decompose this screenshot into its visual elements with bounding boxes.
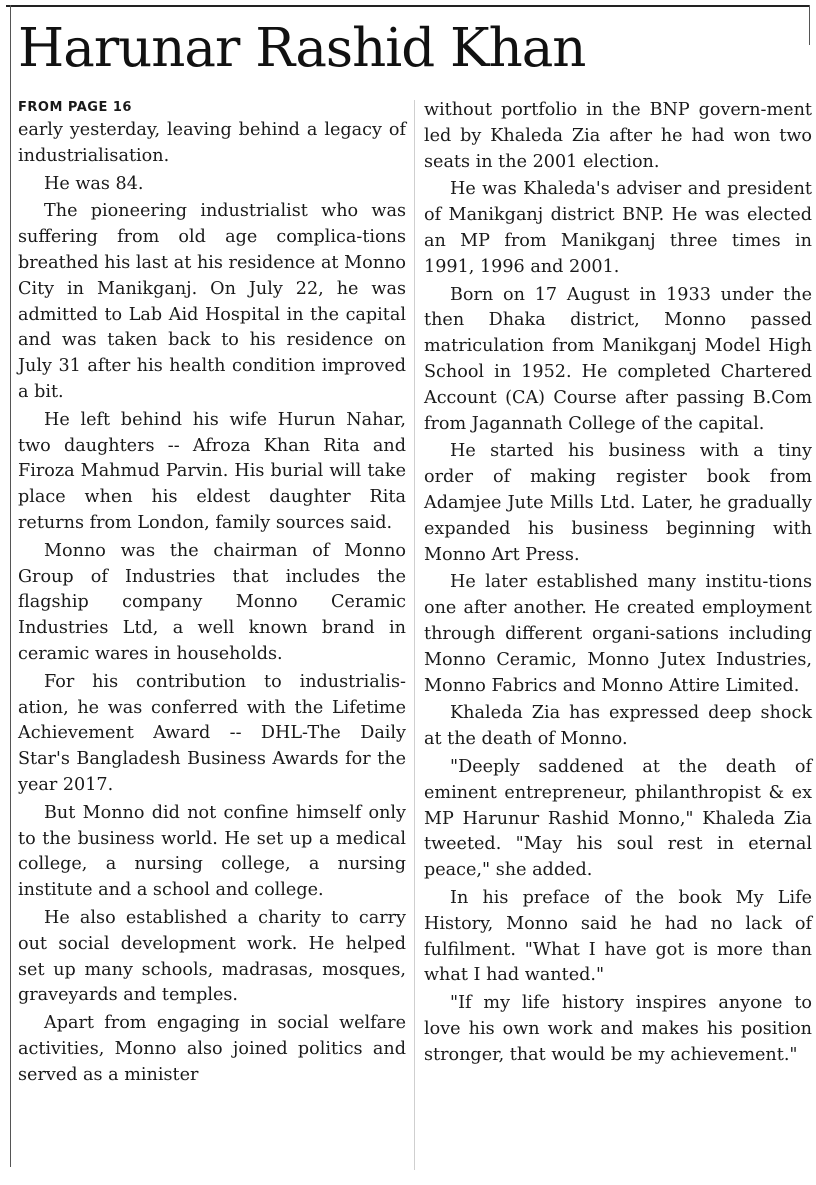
paragraph: For his contribution to industrialis-ation, he was conferred with the Lifetime Achievement Award -- DHL-The Daily Star's Bangladesh Business Awards for the year 2017. — [18, 671, 406, 795]
left-column — [18, 98, 406, 1090]
paragraph: He later established many institu-tions one after another. He created employment through different organi-sations including Monno Ceramic, Monno Jutex Industries, Monno Fabrics and Monno Attire Limited. — [424, 572, 812, 696]
paragraph: He was 84. — [44, 173, 144, 194]
paragraph: The pioneering industrialist who was suffering from old age complica-tions breathed his last at his residence at Monno City in Manikganj. On July 22, he was admitted to Lab Aid Hospital in the capital and was taken back to his residence on July 31 after his health condition improved a bit. — [18, 201, 406, 402]
column-divider — [414, 100, 415, 1170]
paragraph: Apart from engaging in social welfare activities, Monno also joined politics and served as a minister — [18, 1013, 406, 1085]
dateline: FROM PAGE 16 — [18, 100, 132, 115]
right-column — [424, 98, 812, 1070]
paragraph: early yesterday, leaving behind a legacy of industrialisation. — [18, 120, 406, 166]
paragraph: But Monno did not confine himself only to the business world. He set up a medical college, a nursing college, a nursing institute and a school and college. — [18, 802, 406, 901]
paragraph: Born on 17 August in 1933 under the then Dhaka district, Monno passed matriculation from Manikganj Model High School in 1952. He completed Chartered Account (CA) Course after passing B.Com from Jagannath College of the capital. — [424, 284, 812, 434]
headline: Harunar Rashid Khan — [18, 18, 586, 79]
paragraph: Khaleda Zia has expressed deep shock at the death of Monno. — [424, 703, 812, 750]
paragraph: He left behind his wife Hurun Nahar, two daughters -- Afroza Khan Rita and Firoza Mahmud Parvin. His burial will take place when his eldest daughter Rita returns from London, family sources said. — [18, 409, 406, 533]
paragraph: He started his business with a tiny order of making register book from Adamjee Jute Mills Ltd. Later, he gradually expanded his business beginning with Monno Art Press. — [424, 441, 812, 565]
top-rule — [6, 5, 810, 7]
paragraph: In his preface of the book My Life History, Monno said he had no lack of fulfilment. "What I have got is more than what I had wanted." — [424, 887, 812, 986]
right-border-rule — [809, 5, 810, 45]
paragraph: Monno was the chairman of Monno Group of Industries that includes the flagship company Monno Ceramic Industries Ltd, a well known brand in ceramic wares in households. — [18, 540, 406, 664]
paragraph: He also established a charity to carry out social development work. He helped set up many schools, madrasas, mosques, graveyards and temples. — [18, 907, 406, 1006]
paragraph: "If my life history inspires anyone to love his own work and makes his position stronger, that would be my achievement." — [424, 993, 812, 1065]
left-border-rule — [10, 5, 11, 1167]
paragraph: "Deeply saddened at the death of eminent entrepreneur, philanthropist & ex MP Harunur Rashid Monno," Khaleda Zia tweeted. "May his soul rest in eternal peace," she added. — [424, 756, 812, 881]
paragraph: He was Khaleda's adviser and president of Manikganj district BNP. He was elected an MP from Manikganj three times in 1991, 1996 and 2001. — [424, 179, 812, 277]
paragraph: without portfolio in the BNP govern-ment led by Khaleda Zia after he had won two seats in the 2001 election. — [424, 100, 812, 172]
